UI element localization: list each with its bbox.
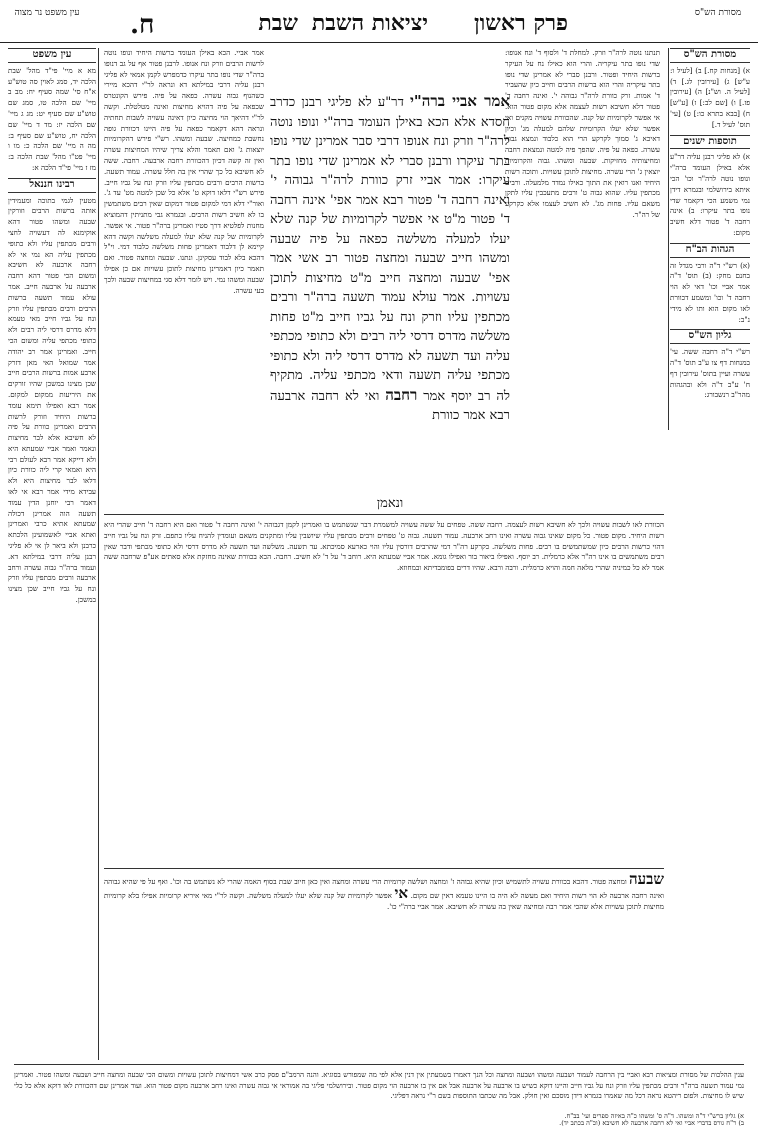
rashi-lower-text: הכוורת לאו לשבות עשויה ולכך לא חשיבא רשות לעצמה. רחבה ששה. טפחים על ששה עשויה למשמרת דבר שנשתמש בו ואמרינן לקמן דגבוהה י' ואינה רחבה ד' פטור ואם היא רחבה ד' חייב שהרי היא רשות היחיד. מקום פטור. כל מקום שאינו גבוה עשרה ואינו רחב ארבעה. עמוד תשעה. גבוה ט' טפחים ורבים מכתפין עליו שיושבין עליו ומתקנים משאם ועומדין להניח עליו כתפם. זרק ונח על גביו חייב דהוי כרשות הרבים כיון שמשתמשים בו רבים. פחות משלשה. כקרקע רה"ר דמי שהרבים דורסין עליו והוי כארעא סמיכתא. עד תשעה. משלשה ועד תשעה לא מדרס דרסי ולא כתופי מכתפי ודבר שאין רבים משתמשים בו אינו רה"ר אלא כרמלית. רב יוסף. ואפילו ביאור בור ואפילו גומא. אמר אביי שמעתא היא. רוחב ד' על ד' לא חשיב. רחבה. הכא בכוורת שאינה מחזקת אלא סאתים אע"פ שרחבה ששה אמר לא כל כמיניה שהרי מלאה חמה והויא כרמלית. ורבה ורבא. שהיו דרים בפומבדיתא ובמחוזא. [104, 520, 664, 573]
gemara-closing: ונאמן [376, 496, 404, 511]
left-margin-column [8, 48, 96, 1060]
perek-title: פרק ראשון [474, 10, 568, 36]
masoret-header-label: מסורת הש"ס [694, 8, 742, 18]
footer-commentary [14, 1070, 744, 1112]
gilyon-text: רש"י ד"ה רחבה ששה. עי' במנחות דף צו ע"ב תוס' ד"ה עשרה ועיין בתוס' עירובין דף ח' ע"ב ד"ה ולא ובהגהות מהר"ב רנשבורג: [670, 347, 750, 400]
footnote: ב) ר"ח גורס בדברי אביי ואי לא רחבה ארבעה לא חשיבא (וכ"ה בכתב יד). [559, 1119, 744, 1127]
rabbenu-chananel-label: רבינו חננאל [8, 178, 96, 193]
gemara-keyword: רחבה [385, 385, 418, 404]
tosafot-column [104, 48, 264, 428]
gemara-body: דר"ע לא פליגי רבנן כדרב חסדא אלא הכא באילן העומד ברה"י ונופו נוטה לרה"ר וזרק ונח אנופו דרבי סבר אמרינן שדי נופו בתר עיקרו ורבנן סברי לא אמרינן שדי נופו בתר עיקרו: אמר אביי זרק כוורת לרה"ר גבוהה י' ואינה רחבה ד' פטור רבא אמר אפי' אינה רחבה ד' פטור מ"ט אי אפשר לקרומיות של קנה שלא יעלו למעלה משלשה כפאה על פיה שבעה ומשהו חייב שבעה ומחצה פטור רב אשי אמר אפי' שבעה ומחצה חייב מ"ט מחיצות לתוכן עשויות. אמר עולא עמוד תשעה ברה"ר ורבים מכתפין עליו וזרק ונח על גביו חייב מ"ט פחות משלשה מדרס דרסי ליה רבים ולא כתופי מכתפי עליה ועד תשעה לא מדרס דרסי ליה ולא כתופי מכתפי עליה תשעה ודאי מכתפי עליה. מתקיף לה רב יוסף אמר [270, 95, 510, 404]
tosafot-yeshanim-text: א) לא פליגי רבנן עליה דר"ע אלא באילן העומד ברה"י ונופו נוטה לרה"ר וכו' הכי איתא בירושלמי ובגמרא דידן נמי משמע הכי דקאמר שדי נופו בתר עיקרו: ב) אינה רחבה ד' פטור דלא חשיב מקום: [670, 152, 750, 237]
hagahot-text: (א) רש"י ד"ה ורבי מגדל זה בחנם מחק: (ב) תוס' ד"ה אמר אביי וכו' דאי לא הוי רחבה ד' וכו' ומשמע דכוורת לאו מקום הוא ותו לא מידי נ"ב: [670, 260, 750, 324]
left-column-rule [98, 48, 99, 1060]
bottom-text-1: ומחצה פטור. דהכא בכוורת עשויה לתשמיש וכיון שהיא גבוהה ז' ומחצה ושלשה קרומיות הרי עשרה ומחצה ואין כאן חיוב שבת בסוף האמה שהרי לא נשתמש בה וכו'. ואף על פי שהיא גבוהה ואינה רחבה ארבעה לא הוי רשות היחיד ואם מעשה לא היה בו היינו טעמא דאין שם מקום. [104, 877, 664, 900]
bottom-text-2: אפשר לקרומיות של קנה שלא יעלו למעלה משלשה. וקשה לר"י מאי איריא קרומיות אפילו בלא קרומיות מחיצות לתוכן עשויות אלא שהכי אמר רבה ומחיצה שאין בה עשרה לא חשיבא. אמר אביי ברה"י כו'. [104, 890, 664, 911]
right-margin-column [670, 48, 750, 428]
footer-divider [14, 1064, 744, 1065]
rashi-column [505, 48, 660, 428]
rabbenu-chananel-text: מטעין לגמי בתוכה ומעמידין אותה ברשות הרבים וזורקין שבעה ומשהו פטור דהא אוקימנא לה דעשויה לחצי ורבים מכתפין עליו ולא כתופי מכתפין עליה הא נמי אי לא רחבה ארבעה לא חשיבא ומשום הכי פטור דהא רחבה ארבעה על ארבעה חייב. אמר עולא עמוד תשעה ברשות הרבים ורבים מכתפין עליו וזרק ונח על גביו חייב מאי טעמא דלא מדרס דרסי ליה רבים ולא כתופי מכתפי עליה ומשום הכי חייב. ואמרינן אמר רב יהודה אמר שמואל האי מאן דזרק ארבע אמות ברשות הרבים חייב שכן מצינו במשכן שהיו זורקים את היריעות ממקום למקום. אמר רבא ואפילו תימא עומד ברשות היחיד וזורק לרשות הרבים ואמרינן כוורת על פיה לא חשיבא אלא לבר מחיצות ונאמר ואמר אביי שמעתא היא ולא דייקא אמר רבא לעולם רבי היא ואמאי קרי ליה כוורת כיון דלאו לבר מחיצות היא ולא עבידא מידי אמר רבא אי לאו דאמר רבי יוחנן הדין עמוד תשעה הוה אמרינן דכולה שמעתא אתיא כרבי ואמרינן ואתא אביי לאשמועינן הלכתא כרבנן ולא ביאר לן אי לא פליגי רבנן עליה דרבי במילתא דא. ועמוד ברה"ר גבוה עשרה ורחב ארבעה ורבים מכתפין עליו וזרק ונח על גביו חייב שכן מצינו במשכן. [8, 195, 96, 605]
folio-number: ח. [130, 10, 155, 40]
right-column-rule [668, 48, 669, 430]
gemara-lead-words: אמר אביי ברה"י [409, 92, 510, 110]
ein-mishpat-header-label: עין משפט נר מצוה [14, 8, 80, 18]
bottom-keyword-2: אי [394, 883, 409, 902]
footnote: א) גליון ברש"י ד"ה ומשהו. ד"ה ס' ומשהו כ"ה באיזה ספרים ועי' בב"ח. [564, 1113, 744, 1120]
footnotes [14, 1113, 744, 1127]
gemara-body-2: ואי לא רחבה ארבעה רבא אמר כוורת [270, 388, 510, 423]
section-divider [104, 514, 664, 515]
masoret-label: מסורת הש"ס [670, 48, 750, 63]
hagahot-label: הגהות הב"ח [670, 243, 750, 258]
masoret-text: א) [מנחות קח.] ב) [לעיל ו: ע"ש] ג) [עירובין לג.] ד) [לעיל ה. וש"נ] ה) [עירובין פז.] ו) [שם לב:] ז) [ע"ש] ח) [בבא בתרא כו:] ט) [עי' תוס' לעיל ד.] [670, 65, 750, 129]
footer-commentary-text: ענין ההלכות של מסורת ומציאות רבא ואביי בין הרחבה לעמוד ושבעה ומשהו ושבעה ומחצה וכל הנך דאמרו בשמעתין אין דנין אלא לפי מה שמפורש בסוגיא. והנה הרמב"ם פסק כרב אשי דמחיצות לתוכן עשויות ומשום הכי שבעה ומחצה חייב ושבעה ומשהו פטור. ואמרינן נמי עמוד תשעה ברה"ר ורבים מכתפין עליו וזרק ונח על גביו חייב והיינו דוקא כשיש בו ארבעה על ארבעה אבל אם אין בו ארבעה הוי מקום פטור. ובירושלמי פליגי בה אמוראי אי גבוה עשרה ואינו רחב ארבעה מקום פטור הוא. ועוד אמרינן שם דהכוורת לאו דוקא אלא כל כלי שיש לו מחיצות. ולפום ריהטא נראה דכל מה שאמרו בגמרא דידן מוסכם ואין חולק. אבל מה שכתבו התוספות בשם ר"י נראה דפליגי. [14, 1071, 744, 1100]
bottom-keyword-1: שבעה [629, 874, 664, 888]
tosafot-yeshanim-label: תוספות ישנים [670, 135, 750, 150]
ein-mishpat-text: מא א מיי' פי"ד מהל' שבת הלכה יד, סמג לאוין סה טוש"ע א"ח סי' שמה סעיף יח: מב ב מיי' שם הלכה טו, סמג שם טוש"ע שם סעיף יט: מג ג מיי' שם הלכה יז: מד ד מיי' שם הלכה יח, טוש"ע שם סעיף ב: מה ה מיי' שם הלכה כ: מו ו מיי' פט"ו מהל' שבת הלכה ב: מז ז מיי' פי"ד הלכה א: [8, 65, 96, 172]
tractate-title: שבת [258, 10, 298, 36]
chapter-title: יציאות השבת [311, 10, 428, 36]
gemara-main-text [270, 92, 510, 492]
section-divider-2 [104, 868, 664, 869]
gilyon-label: גליון הש"ס [670, 329, 750, 344]
page-header [0, 4, 758, 43]
ein-mishpat-label: עין משפט [8, 48, 96, 63]
tosafot-lower-commentary [104, 874, 664, 1054]
rashi-text: תנתנו נוטה לרה"ר וזרק. למחלת ד' ולסוף ד' ונח אנופו: שדי נופו בתר עיקריה. והרי הוא כאילו נח על העיקר ברשות היחיד ופטור. ורבנן סברי לא אמרינן שדי נופו בתר עיקריה והרי הוא ברשות הרבים וחייב כיון שהעביר ד' אמות. זרק כוורת לרה"ר גבוהה י'. ואינה רחבה ד' פטור דלא חשיבא רשות לעצמה אלא מקום פטור הוא. אי אפשר לקרומיות של קנה. שהכוורת עשויה מקנים ואי אפשר שלא יעלו הקרומיות שלהם למעלה מג' וכיון דאיכא ג' סמוך לקרקע הרי הוא כלבוד ונמצא גבוה עשרה. כפאה על פיה. שהפך פיה למטה ונמצאת רחבה ומחיצותיה מחזיקות. שבעה ומשהו. גבוה והקרומיות יוצאין ג' הרי עשרה. מחיצות לתוכן עשויות. ותוכה רשות היחיד ואנו רואין את התוך כאילו נמדד מלמעלה. ורבים מכתפין עליו. שהוא גבוה ט' ורבים מתעכבין עליו לתקן משאם עליו. פחות מג'. לא חשיב לעצמו אלא כקרקע של רה"ר. [505, 48, 660, 219]
rashi-lower-commentary [104, 520, 664, 865]
tosafot-text: אמר אביי. הכא באילן העומד ברשות היחיד ונופו נוטה לרשות הרבים וזרק ונח אנופו. לרבנן פטור אף על גב דנופו ברה"ר שדי נופו בתר עיקרו כדמפרש לקמן אמאי לא פליגי רבנן עליה דרבי במילתא דא ונראה לר"י דהכא מיירי כשהנוף גבוה עשרה. כפאה על פיה. פירש הקונטרס שכפאה על פיה דהויא מחיצות ואינה מטלטלת. וקשה לר"י דהיאך הוי מחיצה כיון דאינה עשויה לשבות תחתיה ונראה דהא דקאמר כפאה על פיה היינו דכוורת גופה נחשבת כמחיצה. שבעה ומשהו. רש"י פירש דהקרומיות יוצאות ג' ואם תאמר והלא צריך שיהיו המחיצות עשרה ואין זה קשה דכיון דהכוורת רחבה ארבעה. רחבה. ששה לא חשיבא כל כך שהרי אין בה חלל עשרה. עמוד תשעה. ברשות הרבים ורבים מכתפין עליו וזרק ונח על גביו חייב. פירש רש"י דלאו דוקא ט' אלא כל שכן למטה מט' עד ג'. ואור"י דלא דמי למקום פטור דמקום שאין רבים משתמשין בו לא חשיב רשות הרבים. ובגמרא גבי מתניתין דהמוציא מחנות לפלטיא דרך סטיו ואמרינן ברה"ר פטור. אי אפשר. לקרומיות של קנה שלא יעלו למעלה משלשה וקשה דהא קיימא לן דלבוד דאמרינן פחות משלשה כלבוד דמי. וי"ל דהכא בלא לבוד עסקינן. ונתנו. שבעה ומחצה פטור. ואם תאמר כיון דאמרינן מחיצות לתוכן עשויות אם כן אפילו שבעה ומשהו נמי. ויש לומר דלא סגי במחיצות שבעה ולכך בעי עשרה. [104, 48, 264, 295]
